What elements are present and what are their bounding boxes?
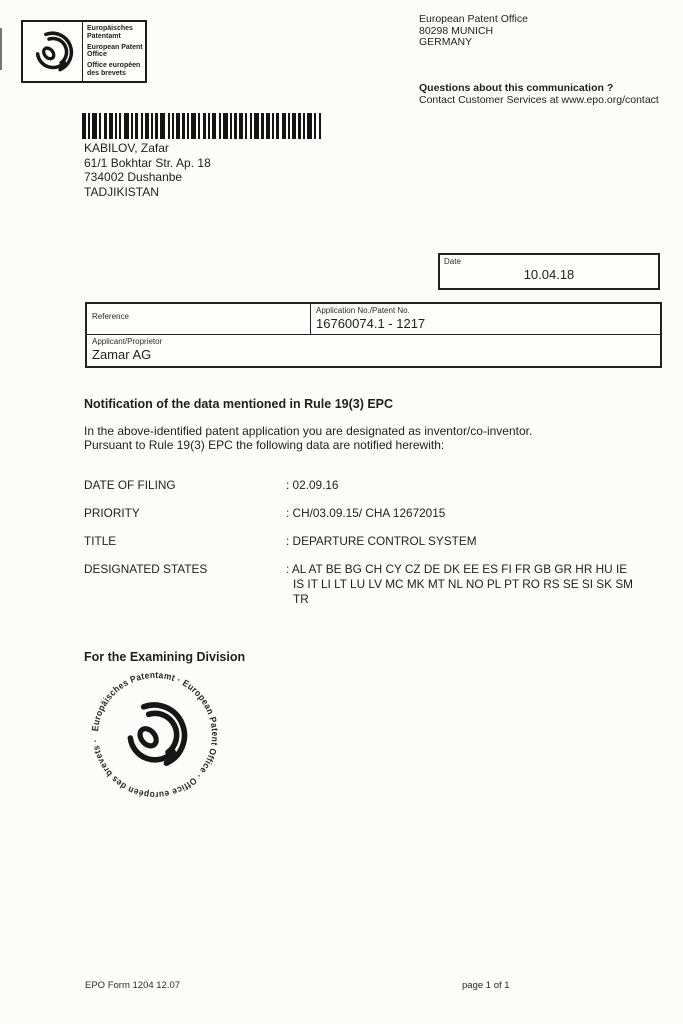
form-number: EPO Form 1204 12.07 [85, 980, 181, 991]
field-value: : CH/03.09.15/ CHA 12672015 [286, 506, 446, 520]
application-number-value: 16760074.1 - 1217 [316, 316, 426, 331]
field-designated-states [84, 562, 662, 607]
epo-logo-labels [83, 22, 145, 81]
applicant-value: Zamar AG [92, 347, 152, 362]
field-value: : 02.09.16 [286, 478, 339, 492]
applicant-cell [87, 335, 660, 366]
recipient-address: KABILOV, Zafar 61/1 Bokhtar Str. Ap. 18 734002 Dushanbe TADJIKISTAN [84, 141, 211, 199]
office-address: European Patent Office 80298 MUNICH GERMANY [419, 13, 528, 48]
questions-title: Questions about this communication ? [419, 82, 614, 94]
notification-heading: Notification of the data mentioned in Rule 19(3) EPC [84, 397, 394, 411]
page-number: page 1 of 1 [462, 980, 510, 991]
scan-artifact [0, 28, 2, 70]
application-number-cell [311, 304, 660, 334]
application-number-label: Application No./Patent No. [316, 306, 410, 315]
field-value: : DEPARTURE CONTROL SYSTEM [286, 534, 477, 548]
epo-logo-box [21, 20, 147, 83]
field-label: DESIGNATED STATES [84, 562, 208, 576]
reference-table [85, 302, 662, 368]
logo-label-fr: Office européen des brevets [87, 62, 141, 77]
field-title [84, 534, 662, 549]
logo-label-en: European Patent Office [87, 43, 143, 58]
field-value: : AL AT BE BG CH CY CZ DE DK EE ES FI FR GB GR HR HU IE IS IT LI LT LU LV MC MK MT NL NO PL PT RO RS SE SI SK SM TR [286, 562, 634, 606]
date-value: 10.04.18 [523, 267, 575, 282]
field-label: DATE OF FILING [84, 478, 176, 492]
intro-paragraph: In the above-identified patent application you are designated as inventor/co-inventor. Pursuant to Rule 19(3) EPC the following data are notified herewith: [84, 424, 533, 452]
field-label: TITLE [84, 534, 117, 548]
date-box [438, 253, 660, 290]
epo-spiral-logo-icon [23, 22, 83, 81]
reference-label: Reference [92, 312, 129, 321]
questions-contact-line: Contact Customer Services at www.epo.org/contact [419, 94, 659, 106]
field-date-of-filing [84, 478, 662, 493]
field-label: PRIORITY [84, 506, 140, 520]
field-priority [84, 506, 662, 521]
epo-round-stamp [82, 662, 228, 813]
logo-label-de: Europäisches Patentamt [87, 25, 133, 40]
date-label: Date [444, 257, 461, 266]
applicant-label: Applicant/Proprietor [92, 337, 163, 346]
stamp-spiral-icon [124, 699, 190, 769]
stamp-circular-text: Europäisches Patentamt · European Patent Office · Office européen des brevets · [90, 669, 221, 801]
reference-table-row-1 [87, 304, 660, 335]
reference-cell [87, 304, 311, 334]
examining-division-line: For the Examining Division [84, 650, 246, 664]
questions-block [419, 82, 659, 106]
barcode [82, 113, 321, 139]
